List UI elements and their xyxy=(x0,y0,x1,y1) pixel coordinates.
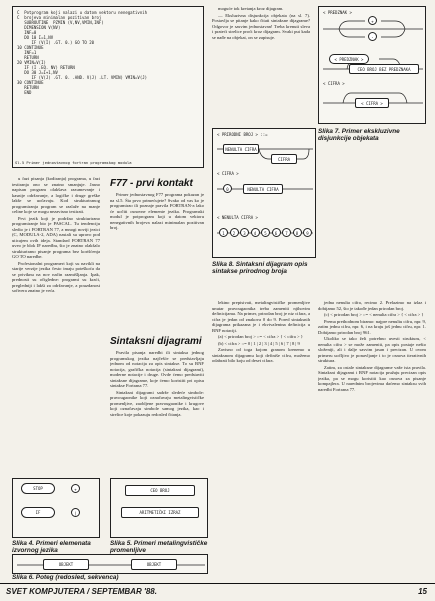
symbol-paren: ( xyxy=(71,508,80,517)
paragraph: — Eksluzivna disjunkcija objekata (na sl. 7). Postavlja se pitanje kako čitati sintaksne dijagrame? Odgovor je sasvim jednostavan! Treba krenuti sleva i prateći strelice proći kroz dijagram. Svaki put kada se nađe na objekat, on se zapisuje. xyxy=(212,12,310,40)
digit-2: 2 xyxy=(230,228,239,237)
paragraph: jedna nenulta cifra, recimo 2. Prelazimo na izlaz i dobijamo 52, što je takođe jedan prirodan broj. xyxy=(318,300,426,311)
box-ceo-broj-bez-predznaka: CEO BROJ BEZ PREDZNAKA xyxy=(349,64,419,74)
label-cifra: < CIFRA > xyxy=(323,81,345,86)
article-column-2a xyxy=(110,192,204,332)
paragraph: lektno prepisivati, metalingvističke promenljive unutar pravougaonika treba zameniti njihovim definicijama. Na primer, prirodan broj je niz cifara, a cifra je jedan od znakova 0 do 9. Pored sintaksnih dijagrama prikazana je i ekvivalentna definicija u BNF notaciji. xyxy=(212,300,310,333)
box-stop: STOP xyxy=(21,483,55,494)
box-objekt-2: OBJEKT xyxy=(131,559,177,570)
box-ceo-broj: CEO BROJ xyxy=(125,485,195,496)
caption-slika-7: Slika 7. Primer ekskluzivne disjunkcije objekata xyxy=(318,128,400,143)
box-if: IF xyxy=(21,507,55,518)
figure-slika-5 xyxy=(110,478,208,538)
paragraph: (a) < prirodan broj > ::= < cifra > { < cifra > } xyxy=(218,334,303,339)
paragraph: Ukoliko se tako želi potrebno uvesti strukturu, < nenulta cifra > se može zameniti, pa opis postaje nešto složeniji, ali i dalje sasvim jasan i precizan. U ovom primeru uočljivo je ponavljanje i to je osnova iterativnih struktura. xyxy=(318,336,426,363)
box-nenulta-cifra: NENULTA CIFRA xyxy=(223,144,259,154)
paragraph: (b) < cifra > ::= 0 | 1 | 2 | 3 | 4 | 5 | 6 | 7 | 8 | 9 xyxy=(218,340,300,346)
box-cifra: CIFRA xyxy=(271,154,297,164)
label-predznak: < PREDZNAK > xyxy=(323,10,352,15)
digit-4: 4 xyxy=(251,228,260,237)
page-footer xyxy=(0,583,435,601)
fortran-code-listing xyxy=(12,6,204,168)
label-prirodni-broj: < PRIRODNI BROJ > ::= xyxy=(217,132,268,137)
article-column-3b xyxy=(212,300,310,580)
article-column-1 xyxy=(12,176,100,476)
box-predznak: < PREDZNAK > xyxy=(329,54,369,64)
paragraph: Zatim, za ostale sintaksne dijagrame važe ista pravila. Sintaksni dijagrami i BNF notacija pružaju precizan opis jezika, pa se mogu koristiti kao osnova za pisanje kompajlera. U narednim brojevima daćemo sintaksu svih naredbi Fortrana 77. xyxy=(318,364,426,392)
symbol-plus: + xyxy=(71,484,80,493)
paragraph: Primer jednostavnog F77 programa pokazan je na sl.5. Šta prvo primećujete? Svako od vas ko je programirao ili poznaje pravila FORTRAN-a lako će uočiti osnovne elemente jezika. Programski modul je potprogram koji u datom vektoru nenegativnih brojeva nalazi minimalan pozitivan broj. xyxy=(110,192,204,230)
digit-8: 8 xyxy=(293,228,302,237)
code-caption: Sl.5 Primer jednostavnog fortran programskog modula xyxy=(15,160,132,165)
page-number: 15 xyxy=(418,587,427,596)
box-nenulta-cifra: NENULTA CIFRA xyxy=(243,184,283,194)
paragraph: Pravila pisanja naredbi ili sintaksa jednog programskog jezika najčešće se predstavljaju jednom od notacija za opis sintakse. To su BNF notacija, grafička notacija (sintaksni dijagrami), moderne notacije i druge. Ovde ćemo predstaviti sintaksne dijagrame, koje ćemo koristiti pri opisu sintakse Fortrana 77. xyxy=(110,350,204,388)
figure-slika-4 xyxy=(12,478,100,538)
symbol-minus: - xyxy=(368,32,377,41)
symbol-plus: + xyxy=(368,16,377,25)
paragraph: Prvi jezik koji je podržao strukturirano programiranje bio je PASCAL. Tu tendenciju sledio je i FORTRAN 77, a mnogi noviji jezici (C, MODULA-2, ADA) nastali su upravo pod uticajem ovih ideja. Standard FORTRAN 77 uveo je blok IF naredbu, što je znatno olakšalo strukturirano pisanje programa bez korišćenja GO TO naredbe. xyxy=(12,215,100,259)
paragraph: moguće tok kretanja kroz dijagram. xyxy=(218,6,284,11)
figure-slika-6 xyxy=(12,554,208,574)
digit-5: 5 xyxy=(261,228,270,237)
paragraph: Sintaksni dijagrami sadrže sledeće simbole: pravougaonike koji označavaju metalingvističke promenljive, zaobljene pravougaonike i krugove koji označavaju simbole samog jezika, kao i strelice koje pokazuju redosled čitanja. xyxy=(110,389,204,417)
magazine-name: SVET KOMPJUTERA / SEPTEMBAR '88. xyxy=(6,587,157,596)
heading-f77: F77 - prvi kontakt xyxy=(110,178,193,189)
heading-sintaksni: Sintaksni dijagrami xyxy=(110,336,202,347)
paragraph: (c) < prirodan broj > ::= < nenulta cifra > { < cifra > } xyxy=(324,312,424,317)
caption-slika-4: Slika 4. Primeri elemenata izvornog jezika xyxy=(12,540,91,555)
figure-slika-7 xyxy=(318,6,426,124)
paragraph: Profesionalni programeri koji su navikli na starije verzije jezika često imaju poteškoća da se priviknu na nov način razmišljanja. Ipak, prednosti su očigledne: programi su kraći, pregledniji i lakši za održavanje, a pouzdanost softvera znatno je veća. xyxy=(12,260,100,293)
article-column-2b xyxy=(110,350,204,478)
box-aritmeticki-izraz: ARITMETIČKI IZRAZ xyxy=(121,507,199,518)
paragraph: Zavisno od toga kojom granom krenemo u sintaksnom dijagramu koji definiše cifru, možemo odabrati bilo koju od deset cifara. xyxy=(212,347,310,363)
caption-slika-5: Slika 5. Primeri metalingvističke promenljive xyxy=(110,540,208,555)
digit-1: 1 xyxy=(219,228,228,237)
paragraph: Prema prethodnom biramo: najpre nenultu cifru, npr. 9, zatim jednu cifru, npr. 6, i na kraju još jednu cifru, npr. 1. Dobijamo prirodan broj 961. xyxy=(318,318,426,335)
digit-3: 3 xyxy=(240,228,249,237)
paragraph: u fazi pisanja (kodiranja) programa, u fazi testiranja ono se znatno smanjuje. Jasno napisan program olakšava razumevanje i kasnije održavanje, a logičke i druge greške lakše se uočavaju. Kod strukturiranog programiranja program se razlaže na manje celine koje se mogu nezavisno testirati. xyxy=(12,176,100,214)
digit-7: 7 xyxy=(282,228,291,237)
caption-slika-8: Slika 8. Sintaksni dijagram opis sintakse prirodnog broja xyxy=(212,261,308,276)
digit-6: 6 xyxy=(272,228,281,237)
article-column-4 xyxy=(318,300,426,580)
box-cifra: < CIFRA > xyxy=(355,98,389,108)
code-text: C Potprogram koji nalazi u datom vektoru nenegativnih C brojeva minimalan pozitivan broj SUBROUTINE PZMIN (V,NV,VMIN,INF) DIMENSION V(NV) INF=0 DO 10 I=1,NV IF (V(I) .GT. 0.) GO TO 20 10 CONTINUE INF=1 RETURN 20 VMIN=V(I) IF (I .EQ. NV) RETURN DO 30 J=I+1,NV IF (V(J) .GT. 0. .AND. V(J) .LT. VMIN) VMIN=V(J) 30 CONTINUE RETURN END xyxy=(17,10,148,95)
label-nenulta-head: < NENULTA CIFRA > xyxy=(217,215,258,220)
article-column-3a xyxy=(212,6,310,92)
digit-9: 9 xyxy=(303,228,312,237)
label-cifra-head: < CIFRA > xyxy=(217,171,239,176)
figure-slika-8 xyxy=(212,128,316,258)
caption-slika-6: Slika 6. Poteg (redosled, sekvenca) xyxy=(12,574,119,581)
box-objekt-1: OBJEKT xyxy=(43,559,89,570)
symbol-zero: 0 xyxy=(223,184,232,193)
